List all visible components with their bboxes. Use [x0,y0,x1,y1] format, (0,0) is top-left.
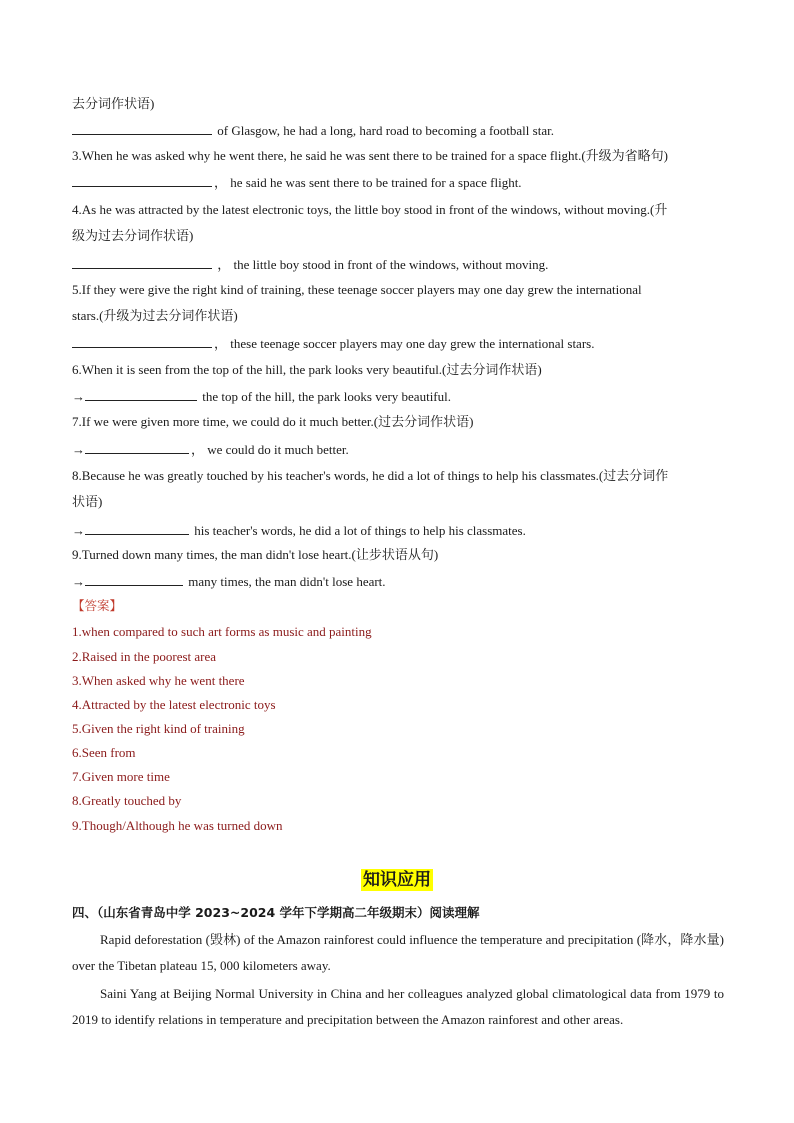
answer-item: 1.when compared to such art forms as music and painting [72,624,372,639]
answer-blank [85,441,189,454]
exercise-text: ， the little boy stood in front of the windows, without moving. [214,257,549,272]
exercise-line [72,441,732,458]
exercise-line [72,547,732,563]
question-heading: 四、（山东省青岛中学 2023~2024 学年下学期高二年级期末）阅读理解 [72,905,480,920]
exercise-text: his teacher's words, he did a lot of things to help his classmates. [191,523,526,538]
exercise-line [72,202,732,218]
exercise-text: ， these teenage soccer players may one day grew the international stars. [214,336,595,351]
exercise-line [72,522,732,539]
exercise-line [72,362,732,378]
exercise-text: many times, the man didn't lose heart. [185,574,386,589]
exercise-line [72,256,732,273]
exercise-line [72,335,732,352]
answer-item: 9.Though/Although he was turned down [72,818,283,833]
exercise-line [72,228,732,244]
exercise-line [72,388,732,405]
exercise-text: 状语) [72,494,103,509]
passage-paragraph-1: Rapid deforestation (毁林) of the Amazon rainforest could influence the temperature and precipitation (降水，降水量) over the Tibetan plateau 15, 000 kilometers away. [72,932,724,973]
answer-item: 7.Given more time [72,769,170,784]
exercise-text: 5.If they were give the right kind of training, these teenage soccer players may one day grew the international [72,282,642,297]
exercise-text: 8.Because he was greatly touched by his teacher's words, he did a lot of things to help his classmates.(过去分词作 [72,468,669,483]
exercise-text: ， he said he was sent there to be trained for a space flight. [214,175,522,190]
answer-item: 8.Greatly touched by [72,793,182,808]
answer-blank [72,174,212,187]
exercise-text: the top of the hill, the park looks very beautiful. [199,389,451,404]
exercise-line [72,308,732,324]
exercise-line [72,96,732,112]
arrow-prefix: → [72,574,85,589]
exercise-line [72,282,732,298]
exercise-line [72,573,732,590]
exercise-line [72,494,732,510]
exercise-text: of Glasgow, he had a long, hard road to becoming a football star. [214,123,554,138]
exercise-text: 4.As he was attracted by the latest electronic toys, the little boy stood in front of the windows, without moving.(升 [72,202,668,217]
exercise-text: stars.(升级为过去分词作状语) [72,308,238,323]
arrow-prefix: → [72,389,85,404]
exercise-text: 9.Turned down many times, the man didn't lose heart.(让步状语从句) [72,547,439,562]
exercise-line [72,468,732,484]
section-title-text: 知识应用 [363,870,431,890]
section-title [0,865,794,890]
answer-item: 6.Seen from [72,745,136,760]
answer-blank [72,335,212,348]
exercise-text: ， we could do it much better. [191,442,349,457]
answer-heading: 【答案】 [72,598,123,613]
exercise-text: 3.When he was asked why he went there, he said he was sent there to be trained for a space flight.(升级为省略句) [72,148,669,163]
exercise-text: 去分词作状语) [72,96,155,111]
exercise-text: 级为过去分词作状语) [72,228,194,243]
exercise-text: 7.If we were given more time, we could do it much better.(过去分词作状语) [72,414,474,429]
answer-blank [85,573,183,586]
exercise-line [72,122,732,139]
answer-item: 5.Given the right kind of training [72,721,245,736]
exercise-line [72,148,732,164]
passage-paragraph-2: Saini Yang at Beijing Normal University in China and her colleagues analyzed global climatological data from 1979 to 2019 to identify relations in temperature and precipitation between the Amazon rainforest and other areas. [72,986,724,1027]
exercise-line [72,414,732,430]
answer-blank [85,522,189,535]
exercise-line [72,174,732,191]
exercise-text: 6.When it is seen from the top of the hill, the park looks very beautiful.(过去分词作状语) [72,362,542,377]
answer-item: 2.Raised in the poorest area [72,649,217,664]
answer-blank [85,388,197,401]
answer-blank [72,256,212,269]
arrow-prefix: → [72,523,85,538]
answer-item: 4.Attracted by the latest electronic toys [72,697,276,712]
answer-item: 3.When asked why he went there [72,673,245,688]
arrow-prefix: → [72,442,85,457]
answer-blank [72,122,212,135]
